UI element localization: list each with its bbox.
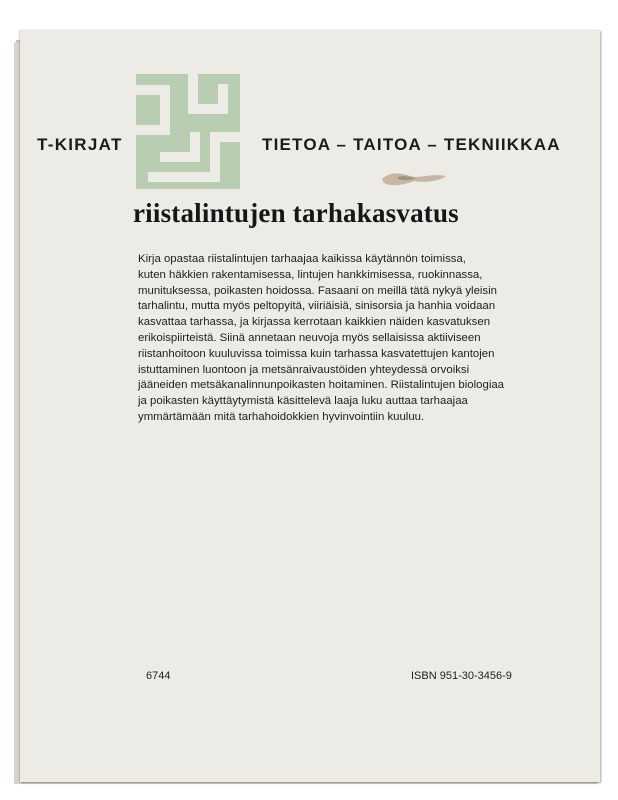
description-line: riistanhoitoon kuuluvissa toimissa kuin tarhassa kasvatettujen kantojen [138, 347, 495, 360]
description-line: erikoispiirteistä. Siinä annetaan neuvoja myös sellaisissa aktiiviseen [138, 331, 481, 344]
description-line: jääneiden metsäkanalinnunpoikasten hoitaminen. Riistalintujen biologiaa [138, 379, 505, 392]
t-kirjat-logo-icon [136, 74, 240, 189]
description-line: tarhalintu, mutta myös peltopyitä, viiriäisiä, sinisorsia ja hanhia voidaan [138, 300, 496, 313]
series-motto: TIETOA – TAITOA – TEKNIIKKAA [262, 135, 561, 154]
description-line: istuttaminen luontoon ja metsänraivaustöiden yhteydessä orvoiksi [138, 363, 470, 376]
description-line: kasvattaa tarhassa, ja kirjassa kerrotaan kaikkien näiden kasvatuksen [138, 316, 491, 329]
description-line: ymmärtämään mitä tarhahoidokkien hyvinvointiin kuuluu. [138, 410, 425, 423]
description-line: munituksessa, poikasten hoidossa. Fasaani on meillä tätä nykyä yleisin [138, 284, 497, 297]
series-name: T-KIRJAT [37, 135, 123, 154]
description-line: Kirja opastaa riistalintujen tarhaajaa kaikissa käytännön toimissa, [138, 253, 466, 265]
catalog-number: 6744 [146, 670, 171, 682]
description-line: ja poikasten käyttäytymistä käsittelevä laaja luku auttaa tarhaajaa [138, 395, 468, 408]
cover-stain [380, 167, 450, 189]
book-description [138, 252, 558, 426]
description-line: kuten häkkien rakentamisessa, lintujen hankkimisessa, ruokinnassa, [138, 268, 483, 281]
book-title: riistalintujen tarhakasvatus [133, 198, 459, 228]
isbn: ISBN 951-30-3456-9 [411, 670, 512, 682]
